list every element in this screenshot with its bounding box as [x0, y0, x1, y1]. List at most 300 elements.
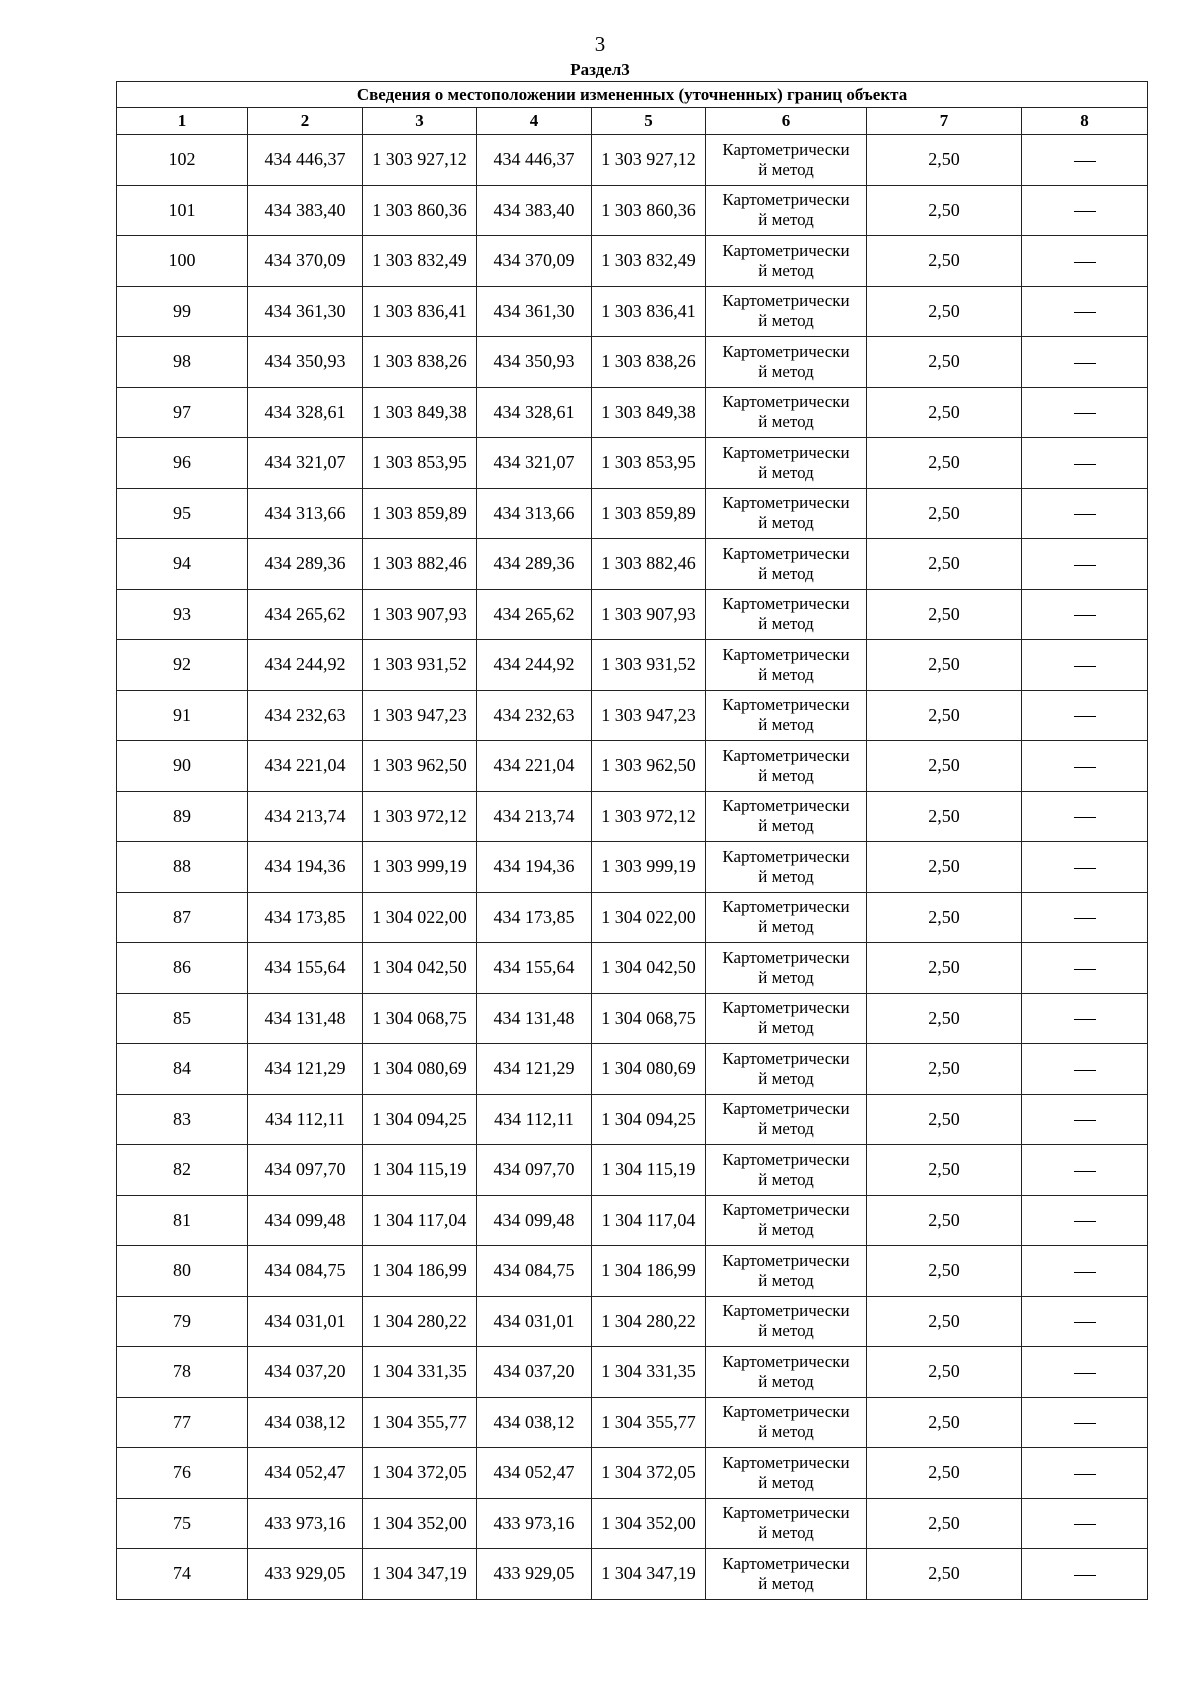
x-refined-cell: 434 173,85	[477, 892, 592, 943]
method-cell: Картометрически й метод	[706, 337, 867, 388]
column-number-row	[117, 108, 1148, 135]
description-cell	[1022, 1397, 1148, 1448]
y-refined-cell: 1 303 838,26	[592, 337, 706, 388]
accuracy-cell: 2,50	[867, 1397, 1022, 1448]
point-number-cell: 92	[117, 640, 248, 691]
y-existing-cell: 1 304 280,22	[363, 1296, 477, 1347]
table-row	[117, 690, 1148, 741]
point-number-cell: 77	[117, 1397, 248, 1448]
y-existing-cell: 1 304 331,35	[363, 1347, 477, 1398]
method-cell: Картометрически й метод	[706, 286, 867, 337]
y-existing-cell: 1 303 882,46	[363, 539, 477, 590]
x-refined-cell: 434 112,11	[477, 1094, 592, 1145]
x-existing-cell: 434 038,12	[248, 1397, 363, 1448]
method-cell: Картометрически й метод	[706, 1549, 867, 1600]
x-existing-cell: 434 131,48	[248, 993, 363, 1044]
y-existing-cell: 1 304 352,00	[363, 1498, 477, 1549]
point-number-cell: 85	[117, 993, 248, 1044]
accuracy-cell: 2,50	[867, 1094, 1022, 1145]
table-row	[117, 1195, 1148, 1246]
accuracy-cell: 2,50	[867, 690, 1022, 741]
table-row	[117, 892, 1148, 943]
accuracy-cell: 2,50	[867, 1448, 1022, 1499]
x-refined-cell: 434 084,75	[477, 1246, 592, 1297]
method-cell: Картометрически й метод	[706, 1094, 867, 1145]
y-existing-cell: 1 304 094,25	[363, 1094, 477, 1145]
y-refined-cell: 1 304 347,19	[592, 1549, 706, 1600]
page-number: 3	[594, 32, 606, 56]
accuracy-cell: 2,50	[867, 337, 1022, 388]
accuracy-cell: 2,50	[867, 438, 1022, 489]
x-existing-cell: 434 037,20	[248, 1347, 363, 1398]
table-row	[117, 1044, 1148, 1095]
column-number: 2	[248, 108, 363, 135]
y-existing-cell: 1 304 042,50	[363, 943, 477, 994]
x-existing-cell: 434 328,61	[248, 387, 363, 438]
dash-mark	[1074, 1272, 1096, 1273]
x-refined-cell: 434 265,62	[477, 589, 592, 640]
accuracy-cell: 2,50	[867, 640, 1022, 691]
method-cell: Картометрически й метод	[706, 1145, 867, 1196]
y-existing-cell: 1 304 355,77	[363, 1397, 477, 1448]
x-refined-cell: 434 194,36	[477, 842, 592, 893]
point-number-cell: 91	[117, 690, 248, 741]
method-cell: Картометрически й метод	[706, 589, 867, 640]
description-cell	[1022, 387, 1148, 438]
description-cell	[1022, 539, 1148, 590]
accuracy-cell: 2,50	[867, 1195, 1022, 1246]
x-refined-cell: 434 038,12	[477, 1397, 592, 1448]
method-cell: Картометрически й метод	[706, 842, 867, 893]
description-cell	[1022, 842, 1148, 893]
accuracy-cell: 2,50	[867, 1296, 1022, 1347]
dash-mark	[1074, 211, 1096, 212]
x-refined-cell: 434 370,09	[477, 236, 592, 287]
method-cell: Картометрически й метод	[706, 135, 867, 186]
point-number-cell: 94	[117, 539, 248, 590]
column-number: 8	[1022, 108, 1148, 135]
description-cell	[1022, 286, 1148, 337]
table-row	[117, 438, 1148, 489]
column-number: 1	[117, 108, 248, 135]
method-cell: Картометрически й метод	[706, 539, 867, 590]
table-row	[117, 488, 1148, 539]
description-cell	[1022, 337, 1148, 388]
y-refined-cell: 1 304 042,50	[592, 943, 706, 994]
y-existing-cell: 1 303 838,26	[363, 337, 477, 388]
dash-mark	[1074, 1575, 1096, 1576]
accuracy-cell: 2,50	[867, 892, 1022, 943]
accuracy-cell: 2,50	[867, 791, 1022, 842]
x-refined-cell: 434 289,36	[477, 539, 592, 590]
dash-mark	[1074, 1120, 1096, 1121]
y-existing-cell: 1 303 860,36	[363, 185, 477, 236]
point-number-cell: 99	[117, 286, 248, 337]
description-cell	[1022, 1448, 1148, 1499]
description-cell	[1022, 488, 1148, 539]
method-cell: Картометрически й метод	[706, 1347, 867, 1398]
method-cell: Картометрически й метод	[706, 1296, 867, 1347]
accuracy-cell: 2,50	[867, 1549, 1022, 1600]
table-row	[117, 1246, 1148, 1297]
description-cell	[1022, 1549, 1148, 1600]
y-refined-cell: 1 304 331,35	[592, 1347, 706, 1398]
dash-mark	[1074, 312, 1096, 313]
x-refined-cell: 434 244,92	[477, 640, 592, 691]
x-refined-cell: 434 131,48	[477, 993, 592, 1044]
x-refined-cell: 434 321,07	[477, 438, 592, 489]
y-existing-cell: 1 303 907,93	[363, 589, 477, 640]
y-refined-cell: 1 303 836,41	[592, 286, 706, 337]
x-existing-cell: 434 350,93	[248, 337, 363, 388]
table-row	[117, 741, 1148, 792]
table-row	[117, 337, 1148, 388]
dash-mark	[1074, 868, 1096, 869]
accuracy-cell: 2,50	[867, 387, 1022, 438]
x-refined-cell: 434 328,61	[477, 387, 592, 438]
description-cell	[1022, 943, 1148, 994]
y-refined-cell: 1 303 849,38	[592, 387, 706, 438]
table-row	[117, 640, 1148, 691]
method-cell: Картометрически й метод	[706, 1498, 867, 1549]
table-row	[117, 943, 1148, 994]
table-row	[117, 1296, 1148, 1347]
description-cell	[1022, 1195, 1148, 1246]
point-number-cell: 101	[117, 185, 248, 236]
point-number-cell: 76	[117, 1448, 248, 1499]
dash-mark	[1074, 161, 1096, 162]
table-row	[117, 1145, 1148, 1196]
point-number-cell: 74	[117, 1549, 248, 1600]
section-title: Раздел3	[570, 60, 630, 79]
table-row	[117, 1498, 1148, 1549]
x-refined-cell: 434 121,29	[477, 1044, 592, 1095]
accuracy-cell: 2,50	[867, 286, 1022, 337]
accuracy-cell: 2,50	[867, 993, 1022, 1044]
accuracy-cell: 2,50	[867, 943, 1022, 994]
accuracy-cell: 2,50	[867, 589, 1022, 640]
method-cell: Картометрически й метод	[706, 1448, 867, 1499]
method-cell: Картометрически й метод	[706, 892, 867, 943]
x-refined-cell: 434 037,20	[477, 1347, 592, 1398]
x-refined-cell: 434 221,04	[477, 741, 592, 792]
y-refined-cell: 1 303 962,50	[592, 741, 706, 792]
dash-mark	[1074, 262, 1096, 263]
x-existing-cell: 434 194,36	[248, 842, 363, 893]
x-refined-cell: 433 973,16	[477, 1498, 592, 1549]
y-refined-cell: 1 304 186,99	[592, 1246, 706, 1297]
x-refined-cell: 434 213,74	[477, 791, 592, 842]
x-existing-cell: 434 099,48	[248, 1195, 363, 1246]
x-existing-cell: 434 173,85	[248, 892, 363, 943]
y-refined-cell: 1 303 853,95	[592, 438, 706, 489]
dash-mark	[1074, 1019, 1096, 1020]
y-existing-cell: 1 304 115,19	[363, 1145, 477, 1196]
dash-mark	[1074, 817, 1096, 818]
y-refined-cell: 1 304 280,22	[592, 1296, 706, 1347]
description-cell	[1022, 993, 1148, 1044]
table-row	[117, 1397, 1148, 1448]
y-existing-cell: 1 304 068,75	[363, 993, 477, 1044]
dash-mark	[1074, 716, 1096, 717]
dash-mark	[1074, 363, 1096, 364]
y-existing-cell: 1 304 117,04	[363, 1195, 477, 1246]
column-number: 7	[867, 108, 1022, 135]
y-refined-cell: 1 304 022,00	[592, 892, 706, 943]
y-refined-cell: 1 303 859,89	[592, 488, 706, 539]
accuracy-cell: 2,50	[867, 741, 1022, 792]
method-cell: Картометрически й метод	[706, 438, 867, 489]
dash-mark	[1074, 1322, 1096, 1323]
x-existing-cell: 434 265,62	[248, 589, 363, 640]
table-caption-row	[117, 82, 1148, 108]
point-number-cell: 80	[117, 1246, 248, 1297]
y-existing-cell: 1 303 972,12	[363, 791, 477, 842]
y-existing-cell: 1 303 859,89	[363, 488, 477, 539]
x-existing-cell: 434 361,30	[248, 286, 363, 337]
description-cell	[1022, 135, 1148, 186]
point-number-cell: 98	[117, 337, 248, 388]
y-refined-cell: 1 304 355,77	[592, 1397, 706, 1448]
description-cell	[1022, 1498, 1148, 1549]
point-number-cell: 86	[117, 943, 248, 994]
dash-mark	[1074, 1524, 1096, 1525]
description-cell	[1022, 1044, 1148, 1095]
y-refined-cell: 1 303 907,93	[592, 589, 706, 640]
y-refined-cell: 1 304 115,19	[592, 1145, 706, 1196]
x-existing-cell: 434 232,63	[248, 690, 363, 741]
accuracy-cell: 2,50	[867, 539, 1022, 590]
table-row	[117, 842, 1148, 893]
point-number-cell: 79	[117, 1296, 248, 1347]
dash-mark	[1074, 767, 1096, 768]
point-number-cell: 95	[117, 488, 248, 539]
method-cell: Картометрически й метод	[706, 993, 867, 1044]
y-refined-cell: 1 303 999,19	[592, 842, 706, 893]
table-row	[117, 539, 1148, 590]
x-existing-cell: 434 244,92	[248, 640, 363, 691]
description-cell	[1022, 236, 1148, 287]
x-existing-cell: 434 097,70	[248, 1145, 363, 1196]
point-number-cell: 75	[117, 1498, 248, 1549]
description-cell	[1022, 741, 1148, 792]
accuracy-cell: 2,50	[867, 1498, 1022, 1549]
method-cell: Картометрически й метод	[706, 1044, 867, 1095]
column-number: 4	[477, 108, 592, 135]
method-cell: Картометрически й метод	[706, 1195, 867, 1246]
description-cell	[1022, 1145, 1148, 1196]
dash-mark	[1074, 918, 1096, 919]
y-existing-cell: 1 304 022,00	[363, 892, 477, 943]
point-number-cell: 96	[117, 438, 248, 489]
y-refined-cell: 1 304 080,69	[592, 1044, 706, 1095]
point-number-cell: 82	[117, 1145, 248, 1196]
point-number-cell: 84	[117, 1044, 248, 1095]
table-row	[117, 387, 1148, 438]
table-row	[117, 589, 1148, 640]
method-cell: Картометрически й метод	[706, 387, 867, 438]
x-refined-cell: 434 052,47	[477, 1448, 592, 1499]
x-existing-cell: 434 370,09	[248, 236, 363, 287]
x-existing-cell: 434 121,29	[248, 1044, 363, 1095]
y-existing-cell: 1 303 962,50	[363, 741, 477, 792]
point-number-cell: 83	[117, 1094, 248, 1145]
y-refined-cell: 1 303 972,12	[592, 791, 706, 842]
y-refined-cell: 1 303 882,46	[592, 539, 706, 590]
y-existing-cell: 1 303 849,38	[363, 387, 477, 438]
table-row	[117, 1347, 1148, 1398]
table-row	[117, 1094, 1148, 1145]
x-existing-cell: 434 446,37	[248, 135, 363, 186]
description-cell	[1022, 185, 1148, 236]
x-existing-cell: 433 929,05	[248, 1549, 363, 1600]
y-refined-cell: 1 303 947,23	[592, 690, 706, 741]
point-number-cell: 89	[117, 791, 248, 842]
accuracy-cell: 2,50	[867, 185, 1022, 236]
x-existing-cell: 434 383,40	[248, 185, 363, 236]
point-number-cell: 87	[117, 892, 248, 943]
table-caption: Сведения о местоположении измененных (уточненных) границ объекта	[117, 82, 1148, 108]
y-existing-cell: 1 303 836,41	[363, 286, 477, 337]
table-row	[117, 185, 1148, 236]
description-cell	[1022, 1296, 1148, 1347]
point-number-cell: 100	[117, 236, 248, 287]
description-cell	[1022, 791, 1148, 842]
x-refined-cell: 434 313,66	[477, 488, 592, 539]
method-cell: Картометрически й метод	[706, 236, 867, 287]
x-refined-cell: 433 929,05	[477, 1549, 592, 1600]
accuracy-cell: 2,50	[867, 135, 1022, 186]
column-number: 6	[706, 108, 867, 135]
accuracy-cell: 2,50	[867, 488, 1022, 539]
accuracy-cell: 2,50	[867, 1145, 1022, 1196]
method-cell: Картометрически й метод	[706, 185, 867, 236]
x-refined-cell: 434 383,40	[477, 185, 592, 236]
y-existing-cell: 1 303 931,52	[363, 640, 477, 691]
y-existing-cell: 1 304 347,19	[363, 1549, 477, 1600]
description-cell	[1022, 892, 1148, 943]
dash-mark	[1074, 615, 1096, 616]
method-cell: Картометрически й метод	[706, 943, 867, 994]
x-refined-cell: 434 099,48	[477, 1195, 592, 1246]
y-refined-cell: 1 304 372,05	[592, 1448, 706, 1499]
x-existing-cell: 433 973,16	[248, 1498, 363, 1549]
point-number-cell: 78	[117, 1347, 248, 1398]
x-existing-cell: 434 213,74	[248, 791, 363, 842]
dash-mark	[1074, 1423, 1096, 1424]
table-row	[117, 1549, 1148, 1600]
description-cell	[1022, 690, 1148, 741]
x-existing-cell: 434 321,07	[248, 438, 363, 489]
y-existing-cell: 1 303 927,12	[363, 135, 477, 186]
dash-mark	[1074, 514, 1096, 515]
x-refined-cell: 434 097,70	[477, 1145, 592, 1196]
accuracy-cell: 2,50	[867, 1347, 1022, 1398]
point-number-cell: 81	[117, 1195, 248, 1246]
x-refined-cell: 434 350,93	[477, 337, 592, 388]
method-cell: Картометрически й метод	[706, 791, 867, 842]
method-cell: Картометрически й метод	[706, 741, 867, 792]
table-row	[117, 236, 1148, 287]
x-existing-cell: 434 289,36	[248, 539, 363, 590]
dash-mark	[1074, 1373, 1096, 1374]
dash-mark	[1074, 1171, 1096, 1172]
accuracy-cell: 2,50	[867, 1246, 1022, 1297]
dash-mark	[1074, 1474, 1096, 1475]
x-existing-cell: 434 052,47	[248, 1448, 363, 1499]
dash-mark	[1074, 666, 1096, 667]
dash-mark	[1074, 1070, 1096, 1071]
y-refined-cell: 1 304 352,00	[592, 1498, 706, 1549]
dash-mark	[1074, 565, 1096, 566]
method-cell: Картометрически й метод	[706, 690, 867, 741]
x-refined-cell: 434 031,01	[477, 1296, 592, 1347]
description-cell	[1022, 1347, 1148, 1398]
table-row	[117, 286, 1148, 337]
x-existing-cell: 434 155,64	[248, 943, 363, 994]
description-cell	[1022, 1094, 1148, 1145]
x-refined-cell: 434 361,30	[477, 286, 592, 337]
y-refined-cell: 1 304 068,75	[592, 993, 706, 1044]
x-existing-cell: 434 084,75	[248, 1246, 363, 1297]
method-cell: Картометрически й метод	[706, 488, 867, 539]
y-existing-cell: 1 303 999,19	[363, 842, 477, 893]
point-number-cell: 102	[117, 135, 248, 186]
x-refined-cell: 434 446,37	[477, 135, 592, 186]
y-refined-cell: 1 303 832,49	[592, 236, 706, 287]
point-number-cell: 97	[117, 387, 248, 438]
accuracy-cell: 2,50	[867, 1044, 1022, 1095]
method-cell: Картометрически й метод	[706, 1397, 867, 1448]
x-existing-cell: 434 221,04	[248, 741, 363, 792]
point-number-cell: 88	[117, 842, 248, 893]
description-cell	[1022, 640, 1148, 691]
x-existing-cell: 434 031,01	[248, 1296, 363, 1347]
method-cell: Картометрически й метод	[706, 1246, 867, 1297]
method-cell: Картометрически й метод	[706, 640, 867, 691]
y-existing-cell: 1 303 947,23	[363, 690, 477, 741]
x-existing-cell: 434 313,66	[248, 488, 363, 539]
y-refined-cell: 1 303 860,36	[592, 185, 706, 236]
accuracy-cell: 2,50	[867, 236, 1022, 287]
y-existing-cell: 1 303 853,95	[363, 438, 477, 489]
y-refined-cell: 1 303 931,52	[592, 640, 706, 691]
x-existing-cell: 434 112,11	[248, 1094, 363, 1145]
dash-mark	[1074, 464, 1096, 465]
y-existing-cell: 1 304 372,05	[363, 1448, 477, 1499]
y-refined-cell: 1 303 927,12	[592, 135, 706, 186]
table-row	[117, 791, 1148, 842]
x-refined-cell: 434 155,64	[477, 943, 592, 994]
description-cell	[1022, 438, 1148, 489]
y-existing-cell: 1 304 080,69	[363, 1044, 477, 1095]
column-number: 5	[592, 108, 706, 135]
boundary-coordinates-table	[116, 81, 1148, 1600]
dash-mark	[1074, 1221, 1096, 1222]
point-number-cell: 90	[117, 741, 248, 792]
dash-mark	[1074, 413, 1096, 414]
y-existing-cell: 1 303 832,49	[363, 236, 477, 287]
description-cell	[1022, 1246, 1148, 1297]
point-number-cell: 93	[117, 589, 248, 640]
y-refined-cell: 1 304 094,25	[592, 1094, 706, 1145]
dash-mark	[1074, 969, 1096, 970]
x-refined-cell: 434 232,63	[477, 690, 592, 741]
table-row	[117, 135, 1148, 186]
y-refined-cell: 1 304 117,04	[592, 1195, 706, 1246]
y-existing-cell: 1 304 186,99	[363, 1246, 477, 1297]
table-row	[117, 993, 1148, 1044]
